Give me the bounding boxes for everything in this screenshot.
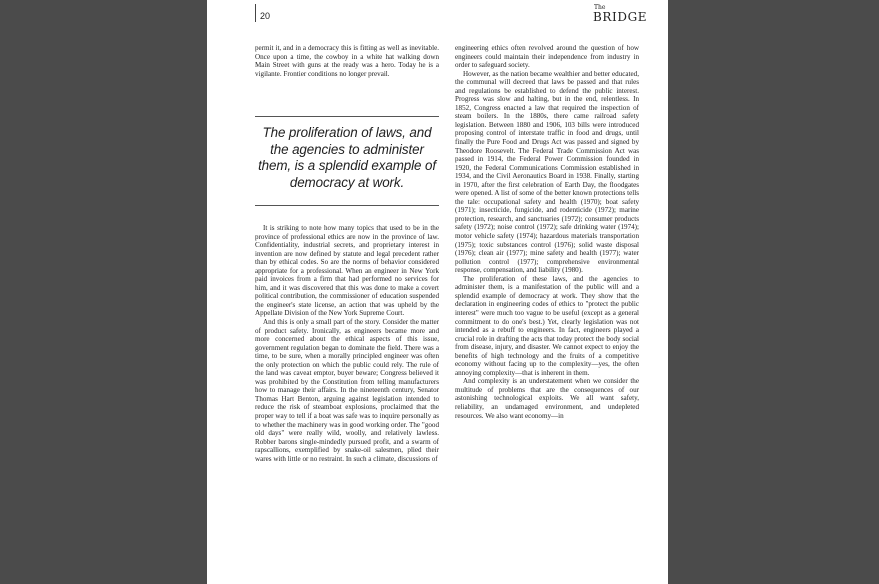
pull-quote-text: The proliferation of laws, and the agencies to administer them, is a splendid example of democracy at work. [258, 125, 436, 191]
viewer-background-left [0, 0, 207, 584]
paragraph: It is striking to note how many topics that used to be in the province of professional ethics are now in the province of law. Confidentiality, industrial secrets, and proprietary interest in invention are now defined by statute and legal precedent rather than by ethical codes. So are the norms of behavior considered appropriate for a professional. When an engineer in New York paid invoices from a firm that had performed no services for him, and it was discovered that this was done to make a covert political contribution, the commissioner of education suspended the engineer's state license, an action that was upheld by the Appellate Division of the New York Supreme Court. [255, 224, 439, 318]
viewer-background-right [668, 0, 879, 584]
left-column-top [255, 44, 439, 78]
paragraph: However, as the nation became wealthier and better educated, the communal will decreed that laws be passed and that rules and regulations be established to defend the public interest. Progress was slow and halting, but in the end, relentless. In 1852, Congress enacted a law that required the inspection of steam boilers. In the 1880s, there came railroad safety legislation. Between 1880 and 1906, 103 bills were introduced proposing control of interstate traffic in food and drugs, until finally the Pure Food and Drugs Act was passed and signed by Theodore Roosevelt. The Federal Trade Commission Act was passed in 1914, the Federal Power Commission founded in 1920, the Federal Communications Commission established in 1934, and the Civil Aeronautics Board in 1938. Finally, starting in 1970, after the first celebration of Earth Day, the floodgates were opened. A list of some of the better known protections tells the tale: occupational safety and health (1970); boat safety (1971); insecticide, fungicide, and rodenticide (1972); marine protection, research, and sanctuaries (1972); consumer products safety (1972); noise control (1972); safe drinking water (1974); motor vehicle safety (1974); hazardous materials transportation (1975); toxic substances control (1976); solid waste disposal (1976); clean air (1977); mine safety and health (1977); water pollution control (1977); comprehensive environmental response, compensation, and liability (1980). [455, 69, 639, 275]
pull-quote [255, 116, 439, 206]
logo-the: The [594, 4, 606, 11]
paragraph: permit it, and in a democracy this is fitting as well as inevitable. Once upon a time, the cowboy in a white hat walking down Main Street with guns at the ready was a hero. Today he is a vigilante. Frontier conditions no longer prevail. [255, 44, 439, 78]
page-number: 20 [260, 11, 271, 21]
header-rule [255, 4, 256, 22]
left-column-bottom [255, 224, 439, 463]
paragraph: engineering ethics often revolved around the question of how engineers could maintain their independence from industry in order to safeguard society. [455, 44, 639, 70]
publication-logo [593, 4, 648, 24]
logo-bridge: BRIDGE [593, 10, 648, 24]
document-page [207, 0, 668, 584]
paragraph: And this is only a small part of the story. Consider the matter of product safety. Ironically, as engineers became more and more concerned about the ethical aspects of this issue, government regulation began to dominate the field. There was a time, to be sure, when a morally principled engineer was often the only protection on which the public could rely. The rule of the land was caveat emptor, buyer beware; Congress believed it was prohibited by the Constitution from telling manufacturers how to manage their affairs. In the nineteenth century, Senator Thomas Hart Benton, arguing against legislation intended to reduce the risk of steamboat explosions, proclaimed that the proper way to tell if a boat was safe was to inquire personally as to whether the machinery was in good working order. The "good old days" were really wild, woolly, and relatively lawless. Robber barons single-mindedly pursued profit, and a swarm of rapscallions, exemplified by snake-oil salesmen, plied their wares with little or no restraint. In such a climate, discussions of [255, 318, 439, 463]
right-column [455, 44, 639, 420]
paragraph: The proliferation of these laws, and the agencies to administer them, is a manifestation of the public will and a splendid example of democracy at work. They show that the declaration in engineering codes of ethics to "protect the public interest" were much too vague to be useful (except as a general commitment to do one's best.) Yet, clearly legislation was not intended as a rebuff to engineers. In fact, engineers played a crucial role in drafting the acts that today protect the body social from disease, injury, and disaster. We cannot expect to enjoy the benefits of high technology and the fruits of a competitive economy without facing up to the complexity—yes, the often annoying complexity—that is inherent in them. [455, 274, 639, 377]
paragraph: And complexity is an understatement when we consider the multitude of problems that are the consequences of our astonishing technological exploits. We all want safety, reliability, an undamaged environment, and undepleted resources. We also want economy—in [455, 377, 639, 420]
